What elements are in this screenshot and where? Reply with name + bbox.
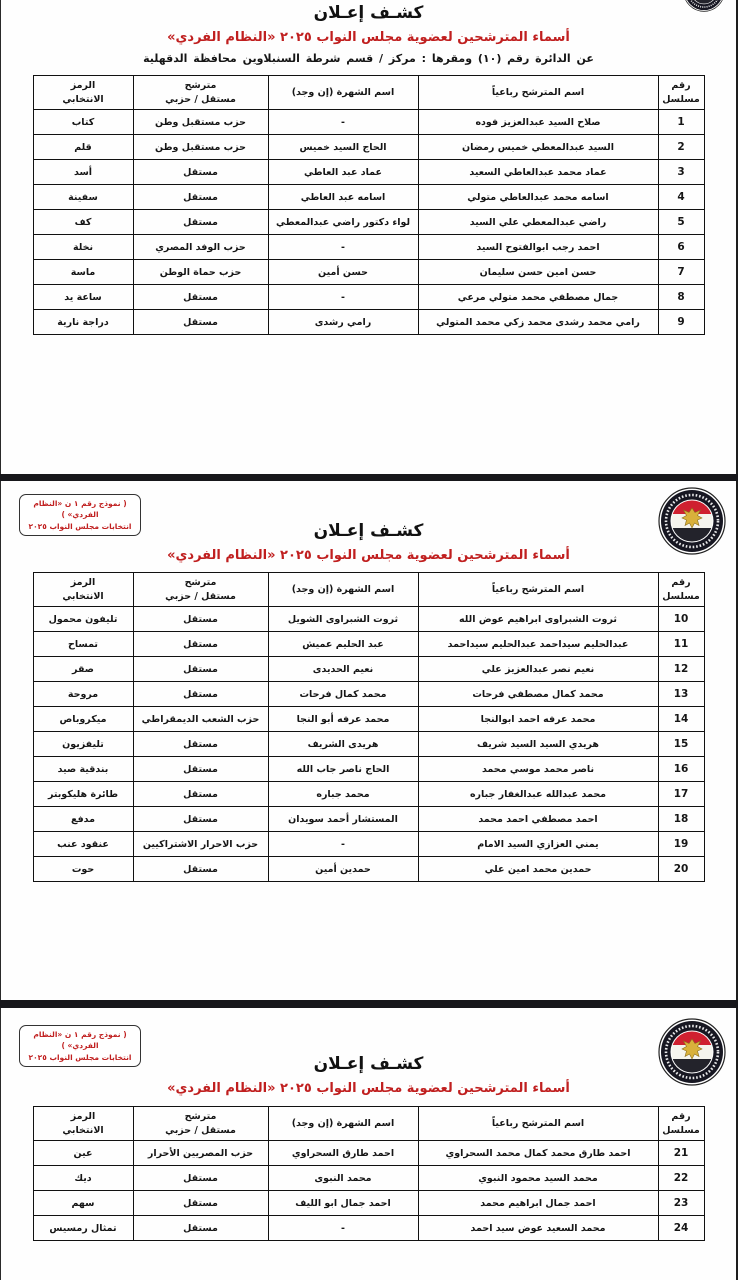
nickname: محمد جباره: [268, 782, 418, 807]
col-nickname: اسم الشهرة (إن وجد): [268, 76, 418, 110]
nickname: الحاج السيد خميس: [268, 135, 418, 160]
candidates-table: [33, 572, 705, 882]
nickname: نعيم الحديدى: [268, 657, 418, 682]
serial: 12: [658, 657, 704, 682]
candidacy-type: مستقل: [133, 185, 268, 210]
candidate-name: احمد مصطفي احمد محمد: [418, 807, 658, 832]
nickname: هريدى الشريف: [268, 732, 418, 757]
col-candidacy-type: مترشح مستقل / حزبي: [133, 76, 268, 110]
nickname: المستشار أحمد سويدان: [268, 807, 418, 832]
electoral-symbol: عين: [33, 1141, 133, 1166]
table-row: [33, 1191, 704, 1216]
electoral-symbol: مدفع: [33, 807, 133, 832]
serial: 7: [658, 260, 704, 285]
serial: 5: [658, 210, 704, 235]
serial: 24: [658, 1216, 704, 1241]
candidate-name: يمني العزازي السيد الامام: [418, 832, 658, 857]
candidacy-type: مستقل: [133, 757, 268, 782]
table-row: [33, 235, 704, 260]
table-row: [33, 1141, 704, 1166]
serial: 23: [658, 1191, 704, 1216]
candidate-name: محمد عبدالله عبدالغفار جباره: [418, 782, 658, 807]
electoral-symbol: ساعة يد: [33, 285, 133, 310]
table-row: [33, 807, 704, 832]
table-row: [33, 260, 704, 285]
serial: 16: [658, 757, 704, 782]
electoral-symbol: ميكروباص: [33, 707, 133, 732]
electoral-symbol: حوت: [33, 857, 133, 882]
serial: 13: [658, 682, 704, 707]
candidate-name: حسن امين حسن سليمان: [418, 260, 658, 285]
candidacy-type: مستقل: [133, 732, 268, 757]
col-electoral-symbol: الرمز الانتخابي: [33, 76, 133, 110]
candidate-name: عبدالحليم سيداحمد عبدالحليم سيداحمد: [418, 632, 658, 657]
candidacy-type: مستقل: [133, 857, 268, 882]
electoral-symbol: مروحة: [33, 682, 133, 707]
nickname: حسن أمين: [268, 260, 418, 285]
nickname: -: [268, 832, 418, 857]
table-header-row: [33, 76, 704, 110]
electoral-symbol: بندقية صيد: [33, 757, 133, 782]
table-row: [33, 185, 704, 210]
page-title: كشـف إعـلان: [313, 1054, 424, 1074]
candidate-name: ناصر محمد موسي محمد: [418, 757, 658, 782]
col-candidacy-type: مترشح مستقل / حزبي: [133, 573, 268, 607]
serial: 15: [658, 732, 704, 757]
col-candidacy-type: مترشح مستقل / حزبي: [133, 1107, 268, 1141]
nickname: ثروت الشبراوى الشويل: [268, 607, 418, 632]
nickname: حمدين أمين: [268, 857, 418, 882]
candidacy-type: حزب الوفد المصري: [133, 235, 268, 260]
candidate-name: السيد عبدالمعطي خميس رمضان: [418, 135, 658, 160]
electoral-symbol: صقر: [33, 657, 133, 682]
table-row: [33, 657, 704, 682]
candidacy-type: حزب الشعب الديمقراطي: [133, 707, 268, 732]
candidate-name: صلاح السيد عبدالعزيز فوده: [418, 110, 658, 135]
col-candidate-name: اسم المترشح رباعياً: [418, 573, 658, 607]
electoral-symbol: نخلة: [33, 235, 133, 260]
nickname: محمد كمال فرحات: [268, 682, 418, 707]
candidate-name: هريدي السيد السيد شريف: [418, 732, 658, 757]
candidacy-type: مستقل: [133, 1216, 268, 1241]
serial: 11: [658, 632, 704, 657]
table-row: [33, 757, 704, 782]
table-row: [33, 285, 704, 310]
electoral-symbol: تمساح: [33, 632, 133, 657]
candidacy-type: حزب مستقبل وطن: [133, 135, 268, 160]
table-row: [33, 310, 704, 335]
serial: 3: [658, 160, 704, 185]
serial: 10: [658, 607, 704, 632]
electoral-symbol: طائرة هليكوبتر: [33, 782, 133, 807]
candidate-name: احمد رجب ابوالفتوح السيد: [418, 235, 658, 260]
candidacy-type: مستقل: [133, 160, 268, 185]
electoral-symbol: سهم: [33, 1191, 133, 1216]
candidacy-type: مستقل: [133, 657, 268, 682]
candidates-table: [33, 75, 705, 335]
table-row: [33, 135, 704, 160]
table-row: [33, 1166, 704, 1191]
serial: 1: [658, 110, 704, 135]
table-row: [33, 210, 704, 235]
nickname: محمد النبوى: [268, 1166, 418, 1191]
nickname: احمد طارق السحراوي: [268, 1141, 418, 1166]
serial: 8: [658, 285, 704, 310]
page-title: كشـف إعـلان: [313, 521, 424, 541]
table-row: [33, 832, 704, 857]
stamp-line-1: ( نموذج رقم ١ ن «النظام الفردي» ): [33, 1030, 127, 1051]
form-number-stamp: [19, 494, 141, 536]
table-row: [33, 857, 704, 882]
candidate-name: نعيم نصر عبدالعزيز علي: [418, 657, 658, 682]
nickname: -: [268, 110, 418, 135]
nickname: عماد عبد العاطي: [268, 160, 418, 185]
elections-authority-logo: [658, 487, 726, 555]
electoral-symbol: تليفزيون: [33, 732, 133, 757]
candidate-name: رامي محمد رشدى محمد زكي محمد المتولي: [418, 310, 658, 335]
candidate-name: محمد السعيد عوض سيد احمد: [418, 1216, 658, 1241]
col-candidate-name: اسم المترشح رباعياً: [418, 1107, 658, 1141]
col-electoral-symbol: الرمز الانتخابي: [33, 573, 133, 607]
col-serial: رقم مسلسل: [658, 76, 704, 110]
col-nickname: اسم الشهرة (إن وجد): [268, 573, 418, 607]
nickname: -: [268, 1216, 418, 1241]
electoral-symbol: كتاب: [33, 110, 133, 135]
nickname: لواء دكتور راضي عبدالمعطي: [268, 210, 418, 235]
table-row: [33, 607, 704, 632]
candidate-name: جمال مصطفي محمد متولي مرعي: [418, 285, 658, 310]
table-row: [33, 732, 704, 757]
page-1: [0, 0, 738, 474]
table-row: [33, 632, 704, 657]
col-nickname: اسم الشهرة (إن وجد): [268, 1107, 418, 1141]
candidate-name: احمد جمال ابراهيم محمد: [418, 1191, 658, 1216]
nickname: اسامه عبد العاطي: [268, 185, 418, 210]
electoral-symbol: ديك: [33, 1166, 133, 1191]
nickname: -: [268, 285, 418, 310]
elections-authority-logo: [683, 0, 725, 12]
col-serial: رقم مسلسل: [658, 1107, 704, 1141]
candidacy-type: حزب مستقبل وطن: [133, 110, 268, 135]
serial: 19: [658, 832, 704, 857]
table-header-row: [33, 1107, 704, 1141]
stamp-line-1: ( نموذج رقم ١ ن «النظام الفردي» ): [33, 499, 127, 520]
candidacy-type: مستقل: [133, 1166, 268, 1191]
page-subtitle: أسماء المترشحين لعضوية مجلس النواب ٢٠٢٥ «النظام الفردي»: [167, 30, 570, 45]
col-candidate-name: اسم المترشح رباعياً: [418, 76, 658, 110]
candidacy-type: حزب المصريين الأحرار: [133, 1141, 268, 1166]
electoral-symbol: تليفون محمول: [33, 607, 133, 632]
candidate-name: حمدين محمد امين علي: [418, 857, 658, 882]
elections-authority-logo: [658, 1018, 726, 1086]
candidate-name: محمد عرفه احمد ابوالنجا: [418, 707, 658, 732]
electoral-symbol: دراجة نارية: [33, 310, 133, 335]
candidacy-type: مستقل: [133, 607, 268, 632]
table-row: [33, 160, 704, 185]
electoral-symbol: ماسة: [33, 260, 133, 285]
candidate-name: ثروت الشبراوى ابراهيم عوض الله: [418, 607, 658, 632]
electoral-symbol: أسد: [33, 160, 133, 185]
electoral-symbol: عنقود عنب: [33, 832, 133, 857]
candidacy-type: مستقل: [133, 782, 268, 807]
serial: 18: [658, 807, 704, 832]
page-separator: [0, 1000, 738, 1008]
table-row: [33, 110, 704, 135]
col-electoral-symbol: الرمز الانتخابي: [33, 1107, 133, 1141]
table-row: [33, 1216, 704, 1241]
nickname: الحاج ناصر جاب الله: [268, 757, 418, 782]
candidacy-type: مستقل: [133, 210, 268, 235]
serial: 14: [658, 707, 704, 732]
candidates-table: [33, 1106, 705, 1241]
table-row: [33, 707, 704, 732]
page-title: كشـف إعـلان: [313, 3, 424, 23]
stamp-line-2: انتخابات مجلس النواب ٢٠٢٥: [28, 521, 132, 531]
page-separator: [0, 474, 738, 481]
page-2: [0, 481, 738, 1000]
candidate-name: محمد السيد محمود النبوي: [418, 1166, 658, 1191]
serial: 21: [658, 1141, 704, 1166]
electoral-symbol: سفينة: [33, 185, 133, 210]
page-subtitle: أسماء المترشحين لعضوية مجلس النواب ٢٠٢٥ «النظام الفردي»: [167, 548, 570, 563]
serial: 2: [658, 135, 704, 160]
candidacy-type: مستقل: [133, 632, 268, 657]
table-row: [33, 782, 704, 807]
form-number-stamp: [19, 1025, 141, 1067]
serial: 4: [658, 185, 704, 210]
stamp-line-2: انتخابات مجلس النواب ٢٠٢٥: [28, 1052, 132, 1062]
candidacy-type: حزب حماة الوطن: [133, 260, 268, 285]
nickname: محمد عرفه أبو النجا: [268, 707, 418, 732]
candidate-name: عماد محمد عبدالعاطي السعيد: [418, 160, 658, 185]
electoral-symbol: قلم: [33, 135, 133, 160]
candidate-name: راضي عبدالمعطي علي السيد: [418, 210, 658, 235]
table-header-row: [33, 573, 704, 607]
candidate-name: احمد طارق محمد كمال محمد السحراوي: [418, 1141, 658, 1166]
table-row: [33, 682, 704, 707]
serial: 9: [658, 310, 704, 335]
serial: 20: [658, 857, 704, 882]
nickname: -: [268, 235, 418, 260]
electoral-symbol: تمثال رمسيس: [33, 1216, 133, 1241]
page-3: [0, 1008, 738, 1280]
candidacy-type: مستقل: [133, 285, 268, 310]
nickname: رامي رشدى: [268, 310, 418, 335]
serial: 22: [658, 1166, 704, 1191]
candidate-name: محمد كمال مصطفي فرحات: [418, 682, 658, 707]
serial: 6: [658, 235, 704, 260]
serial: 17: [658, 782, 704, 807]
candidacy-type: مستقل: [133, 1191, 268, 1216]
candidacy-type: مستقل: [133, 807, 268, 832]
candidacy-type: مستقل: [133, 310, 268, 335]
electoral-symbol: كف: [33, 210, 133, 235]
candidate-name: اسامه محمد عبدالعاطي متولي: [418, 185, 658, 210]
candidacy-type: مستقل: [133, 682, 268, 707]
nickname: احمد جمال ابو الليف: [268, 1191, 418, 1216]
candidacy-type: حزب الاحرار الاشتراكيين: [133, 832, 268, 857]
page-subtitle: أسماء المترشحين لعضوية مجلس النواب ٢٠٢٥ «النظام الفردي»: [167, 1081, 570, 1096]
district-line: عن الدائرة رقم (١٠) ومقرها : مركز / قسم شرطة السنبلاوين محافظة الدقهلية: [143, 52, 594, 65]
col-serial: رقم مسلسل: [658, 573, 704, 607]
nickname: عبد الحليم عميش: [268, 632, 418, 657]
